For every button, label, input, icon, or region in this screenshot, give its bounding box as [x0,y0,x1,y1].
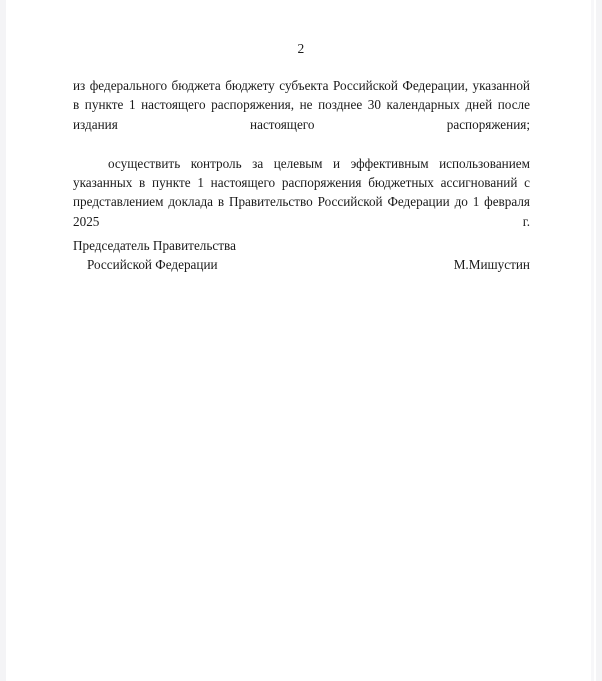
signatory-role-line-1: Председатель Правительства [73,238,236,253]
document-body [73,76,530,251]
signatory-role-line-2: Российской Федерации [87,257,218,273]
signatory-role-line-2-row [73,255,530,274]
body-paragraph: осуществить контроль за целевым и эффективным использованием указанных в пункте 1 настоящего распоряжения бюджетных ассигнований с представлением доклада в Правительство Российской Федерации до 1 февраля 2025 г. [73,155,530,229]
page-number: 2 [297,41,305,56]
signatory-name: М.Мишустин [453,257,530,273]
signature-block [73,236,530,275]
body-paragraph: из федерального бюджета бюджету субъекта Российской Федерации, указанной в пункте 1 настоящего распоряжения, не позднее 30 календарных дней после издания настоящего распоряжения; [73,78,530,132]
page-right-inner-edge-strip [591,0,594,681]
page-right-edge-strip [596,0,602,681]
page-left-edge-strip [0,0,6,681]
